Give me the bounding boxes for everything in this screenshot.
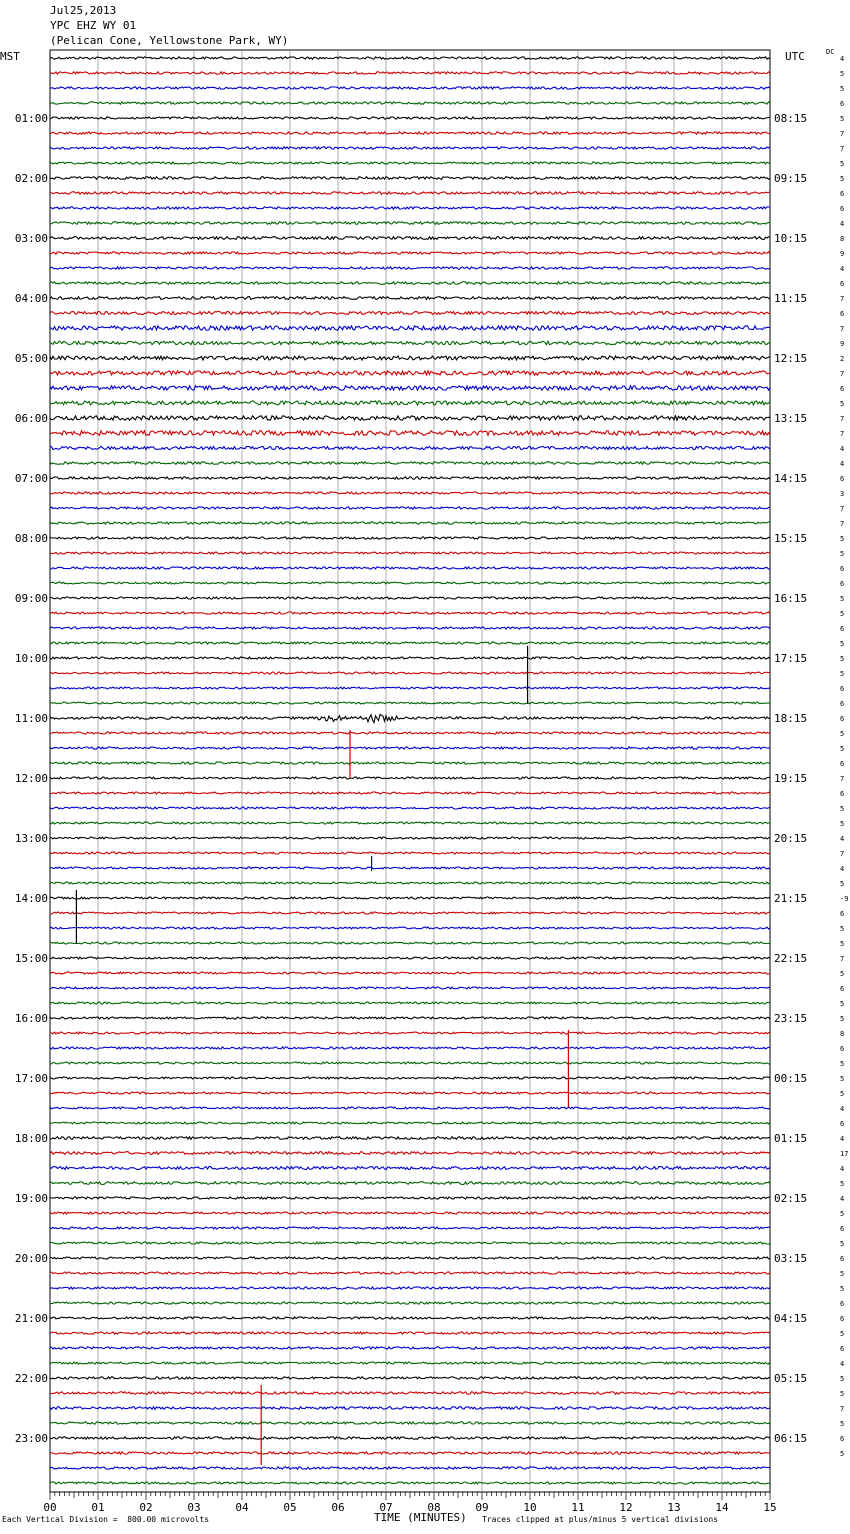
- trace-20: [50, 356, 770, 360]
- dc-offset-label: -9: [840, 895, 849, 903]
- dc-offset-label: 4: [840, 1195, 845, 1203]
- trace-45: [50, 732, 770, 734]
- trace-67: [50, 1062, 770, 1064]
- dc-offset-label: 8: [840, 235, 845, 243]
- trace-81: [50, 1272, 770, 1274]
- right-hour-label-17:15: 17:15: [774, 652, 808, 665]
- trace-37: [50, 612, 770, 614]
- trace-79: [50, 1242, 770, 1244]
- x-tick-label-05: 05: [283, 1501, 297, 1514]
- dc-offset-label: 6: [840, 475, 845, 483]
- trace-33: [50, 552, 770, 554]
- dc-offset-label: 7: [840, 370, 845, 378]
- location-label: (Pelican Cone, Yellowstone Park, WY): [50, 34, 289, 47]
- dc-offset-label: 7: [840, 520, 845, 528]
- dc-offset-label: 5: [840, 1420, 845, 1428]
- left-hour-label-20:00: 20:00: [14, 1252, 48, 1265]
- axis-labels: [15, 55, 849, 1514]
- dc-offset-label: 7: [840, 415, 845, 423]
- dc-offset-label: 7: [840, 295, 845, 303]
- dc-offset-label: 6: [840, 1345, 845, 1353]
- left-hour-label-21:00: 21:00: [14, 1312, 48, 1325]
- trace-18: [50, 326, 770, 330]
- left-hour-label-11:00: 11:00: [14, 712, 48, 725]
- trace-64: [50, 1017, 770, 1019]
- dc-offset-label: 4: [840, 1165, 845, 1173]
- station-label: YPC EHZ WY 01: [50, 19, 137, 32]
- trace-10: [50, 207, 770, 209]
- dc-offset-header: DC: [826, 48, 835, 56]
- left-hour-label-22:00: 22:00: [14, 1372, 48, 1385]
- dc-offset-label: 5: [840, 1390, 845, 1398]
- dc-offset-label: 6: [840, 685, 845, 693]
- trace-16: [50, 297, 770, 300]
- right-hour-label-20:15: 20:15: [774, 832, 808, 845]
- dc-offset-label: 7: [840, 1405, 845, 1413]
- dc-offset-label: 6: [840, 190, 845, 198]
- right-hour-label-01:15: 01:15: [774, 1132, 808, 1145]
- left-hour-label-07:00: 07:00: [14, 472, 48, 485]
- dc-offset-label: 5: [840, 535, 845, 543]
- trace-23: [50, 401, 770, 405]
- scale-note: Each Vertical Division = 800.00 microvolts: [2, 1515, 210, 1524]
- trace-11: [50, 222, 770, 225]
- trace-36: [50, 597, 770, 599]
- right-hour-label-06:15: 06:15: [774, 1432, 808, 1445]
- clip-note: Traces clipped at plus/minus 5 vertical divisions: [482, 1515, 719, 1524]
- right-hour-label-21:15: 21:15: [774, 892, 808, 905]
- trace-25: [50, 431, 770, 436]
- dc-offset-label: 5: [840, 730, 845, 738]
- trace-7: [50, 162, 770, 164]
- dc-offset-label: 5: [840, 745, 845, 753]
- trace-22: [50, 386, 770, 390]
- left-hour-label-01:00: 01:00: [14, 112, 48, 125]
- dc-offset-label: 5: [840, 640, 845, 648]
- dc-offset-label: 17: [840, 1150, 849, 1158]
- trace-71: [50, 1122, 770, 1124]
- x-tick-label-07: 07: [379, 1501, 393, 1514]
- trace-76: [50, 1197, 770, 1199]
- left-hour-label-23:00: 23:00: [14, 1432, 48, 1445]
- dc-offset-label: 5: [840, 820, 845, 828]
- trace-62: [50, 987, 770, 989]
- trace-49: [50, 792, 770, 794]
- trace-32: [50, 537, 770, 539]
- trace-87: [50, 1362, 770, 1364]
- trace-38: [50, 627, 770, 629]
- dc-offset-label: 4: [840, 1105, 845, 1113]
- trace-84: [50, 1317, 770, 1319]
- trace-34: [50, 567, 770, 569]
- seismic-traces: [50, 57, 770, 1484]
- trace-9: [50, 192, 770, 195]
- dc-offset-label: 4: [840, 835, 845, 843]
- trace-35: [50, 582, 770, 584]
- right-hour-label-19:15: 19:15: [774, 772, 808, 785]
- x-tick-label-03: 03: [187, 1501, 201, 1514]
- dc-offset-label: 5: [840, 925, 845, 933]
- right-hour-label-12:15: 12:15: [774, 352, 808, 365]
- dc-offset-label: 6: [840, 1045, 845, 1053]
- dc-offset-label: 5: [840, 1090, 845, 1098]
- trace-1: [50, 72, 770, 74]
- trace-4: [50, 117, 770, 119]
- left-hour-label-12:00: 12:00: [14, 772, 48, 785]
- left-hour-label-10:00: 10:00: [14, 652, 48, 665]
- trace-78: [50, 1227, 770, 1229]
- dc-offset-label: 5: [840, 1375, 845, 1383]
- trace-43: [50, 702, 770, 704]
- trace-88: [50, 1377, 770, 1379]
- left-hour-label-15:00: 15:00: [14, 952, 48, 965]
- trace-56: [50, 897, 770, 899]
- dc-offset-label: 5: [840, 970, 845, 978]
- dc-offset-label: 6: [840, 1225, 845, 1233]
- left-timezone-label: MST: [0, 50, 20, 63]
- dc-offset-label: 5: [840, 805, 845, 813]
- trace-94: [50, 1467, 770, 1469]
- trace-51: [50, 822, 770, 824]
- dc-offset-label: 6: [840, 565, 845, 573]
- dc-offset-label: 9: [840, 250, 845, 258]
- dc-offset-label: 7: [840, 145, 845, 153]
- trace-12: [50, 237, 770, 240]
- trace-90: [50, 1407, 770, 1410]
- left-hour-label-13:00: 13:00: [14, 832, 48, 845]
- trace-65: [50, 1032, 770, 1034]
- left-hour-label-18:00: 18:00: [14, 1132, 48, 1145]
- left-hour-label-02:00: 02:00: [14, 172, 48, 185]
- dc-offset-label: 7: [840, 430, 845, 438]
- dc-offset-label: 5: [840, 1240, 845, 1248]
- dc-offset-label: 5: [840, 1075, 845, 1083]
- dc-offset-label: 3: [840, 490, 845, 498]
- left-hour-label-04:00: 04:00: [14, 292, 48, 305]
- right-timezone-label: UTC: [785, 50, 805, 63]
- dc-offset-label: 6: [840, 310, 845, 318]
- trace-75: [50, 1182, 770, 1185]
- trace-50: [50, 807, 770, 809]
- x-tick-label-12: 12: [619, 1501, 633, 1514]
- trace-39: [50, 642, 770, 644]
- trace-72: [50, 1137, 770, 1140]
- trace-61: [50, 972, 770, 974]
- trace-29: [50, 492, 770, 494]
- x-axis-title: TIME (MINUTES): [374, 1511, 467, 1524]
- trace-77: [50, 1212, 770, 1214]
- dc-offset-label: 6: [840, 1120, 845, 1128]
- dc-offset-label: 5: [840, 1285, 845, 1293]
- trace-41: [50, 672, 770, 674]
- x-tick-label-01: 01: [91, 1501, 105, 1514]
- trace-95: [50, 1482, 770, 1484]
- trace-63: [50, 1002, 770, 1004]
- trace-70: [50, 1107, 770, 1109]
- trace-55: [50, 882, 770, 884]
- trace-31: [50, 522, 770, 524]
- dc-offset-label: 4: [840, 55, 845, 63]
- x-tick-label-06: 06: [331, 1501, 345, 1514]
- trace-48: [50, 777, 770, 779]
- dc-offset-label: 4: [840, 1135, 845, 1143]
- dc-offset-label: 4: [840, 445, 845, 453]
- trace-8: [50, 177, 770, 180]
- dc-offset-label: 7: [840, 955, 845, 963]
- right-hour-label-05:15: 05:15: [774, 1372, 808, 1385]
- trace-42: [50, 687, 770, 689]
- dc-offset-label: 8: [840, 1030, 845, 1038]
- trace-80: [50, 1257, 770, 1259]
- dc-offset-label: 7: [840, 850, 845, 858]
- x-tick-label-14: 14: [715, 1501, 729, 1514]
- right-hour-label-16:15: 16:15: [774, 592, 808, 605]
- dc-offset-label: 5: [840, 610, 845, 618]
- dc-offset-label: 6: [840, 700, 845, 708]
- dc-offset-label: 6: [840, 790, 845, 798]
- dc-offset-label: 6: [840, 205, 845, 213]
- dc-offset-label: 4: [840, 1360, 845, 1368]
- left-hour-label-09:00: 09:00: [14, 592, 48, 605]
- x-tick-label-13: 13: [667, 1501, 681, 1514]
- trace-53: [50, 852, 770, 854]
- trace-68: [50, 1077, 770, 1079]
- right-hour-label-00:15: 00:15: [774, 1072, 808, 1085]
- dc-offset-label: 5: [840, 160, 845, 168]
- left-hour-label-08:00: 08:00: [14, 532, 48, 545]
- dc-offset-label: 4: [840, 220, 845, 228]
- dc-offset-label: 5: [840, 400, 845, 408]
- trace-14: [50, 267, 770, 269]
- right-hour-label-13:15: 13:15: [774, 412, 808, 425]
- left-hour-label-03:00: 03:00: [14, 232, 48, 245]
- trace-54: [50, 867, 770, 869]
- trace-69: [50, 1092, 770, 1094]
- dc-offset-label: 6: [840, 1435, 845, 1443]
- dc-offset-label: 6: [840, 1300, 845, 1308]
- right-hour-label-09:15: 09:15: [774, 172, 808, 185]
- trace-91: [50, 1422, 770, 1424]
- trace-13: [50, 252, 770, 254]
- right-hour-label-15:15: 15:15: [774, 532, 808, 545]
- trace-82: [50, 1287, 770, 1289]
- dc-offset-label: 5: [840, 940, 845, 948]
- x-tick-label-15: 15: [763, 1501, 777, 1514]
- trace-30: [50, 507, 770, 509]
- dc-offset-label: 5: [840, 1000, 845, 1008]
- dc-offset-label: 6: [840, 715, 845, 723]
- dc-offset-label: 2: [840, 355, 845, 363]
- left-hour-label-05:00: 05:00: [14, 352, 48, 365]
- left-hour-label-19:00: 19:00: [14, 1192, 48, 1205]
- trace-19: [50, 341, 770, 344]
- trace-52: [50, 837, 770, 839]
- dc-offset-label: 9: [840, 340, 845, 348]
- dc-offset-label: 5: [840, 670, 845, 678]
- trace-0: [50, 57, 770, 59]
- right-hour-label-22:15: 22:15: [774, 952, 808, 965]
- x-tick-label-09: 09: [475, 1501, 489, 1514]
- dc-offset-label: 5: [840, 115, 845, 123]
- dc-offset-label: 7: [840, 775, 845, 783]
- trace-5: [50, 132, 770, 134]
- dc-offset-label: 6: [840, 910, 845, 918]
- trace-83: [50, 1302, 770, 1304]
- trace-15: [50, 282, 770, 285]
- right-hour-label-18:15: 18:15: [774, 712, 808, 725]
- right-hour-label-02:15: 02:15: [774, 1192, 808, 1205]
- dc-offset-label: 5: [840, 1450, 845, 1458]
- dc-offset-label: 4: [840, 460, 845, 468]
- trace-24: [50, 416, 770, 420]
- trace-92: [50, 1437, 770, 1439]
- right-hour-label-14:15: 14:15: [774, 472, 808, 485]
- trace-26: [50, 446, 770, 449]
- right-hour-label-23:15: 23:15: [774, 1012, 808, 1025]
- dc-offset-label: 4: [840, 265, 845, 273]
- trace-3: [50, 102, 770, 104]
- right-hour-label-11:15: 11:15: [774, 292, 808, 305]
- trace-89: [50, 1392, 770, 1395]
- trace-28: [50, 477, 770, 479]
- dc-offset-label: 4: [840, 865, 845, 873]
- trace-93: [50, 1452, 770, 1454]
- right-hour-label-08:15: 08:15: [774, 112, 808, 125]
- dc-offset-label: 5: [840, 655, 845, 663]
- dc-offset-label: 5: [840, 85, 845, 93]
- trace-47: [50, 762, 770, 764]
- x-tick-label-11: 11: [571, 1501, 585, 1514]
- dc-offset-label: 5: [840, 175, 845, 183]
- dc-offset-label: 6: [840, 580, 845, 588]
- dc-offset-label: 6: [840, 1315, 845, 1323]
- trace-85: [50, 1332, 770, 1334]
- dc-offset-label: 6: [840, 385, 845, 393]
- dc-offset-label: 5: [840, 880, 845, 888]
- trace-74: [50, 1167, 770, 1170]
- dc-offset-label: 5: [840, 1210, 845, 1218]
- trace-46: [50, 747, 770, 749]
- trace-21: [50, 371, 770, 375]
- dc-offset-label: 6: [840, 760, 845, 768]
- dc-offset-label: 5: [840, 1180, 845, 1188]
- dc-offset-label: 6: [840, 625, 845, 633]
- x-tick-label-08: 08: [427, 1501, 441, 1514]
- dc-offset-label: 7: [840, 130, 845, 138]
- dc-offset-label: 5: [840, 70, 845, 78]
- dc-offset-label: 5: [840, 1270, 845, 1278]
- dc-offset-label: 5: [840, 1330, 845, 1338]
- trace-59: [50, 942, 770, 944]
- trace-2: [50, 87, 770, 89]
- left-hour-label-14:00: 14:00: [14, 892, 48, 905]
- dc-offset-label: 5: [840, 595, 845, 603]
- dc-offset-label: 5: [840, 1060, 845, 1068]
- x-tick-label-04: 04: [235, 1501, 249, 1514]
- dc-offset-label: 6: [840, 985, 845, 993]
- right-hour-label-04:15: 04:15: [774, 1312, 808, 1325]
- trace-66: [50, 1047, 770, 1049]
- x-tick-label-02: 02: [139, 1501, 153, 1514]
- dc-offset-label: 5: [840, 550, 845, 558]
- dc-offset-label: 7: [840, 325, 845, 333]
- x-tick-label-10: 10: [523, 1501, 537, 1514]
- left-hour-label-06:00: 06:00: [14, 412, 48, 425]
- right-hour-label-03:15: 03:15: [774, 1252, 808, 1265]
- trace-58: [50, 927, 770, 929]
- dc-offset-label: 6: [840, 100, 845, 108]
- left-hour-label-17:00: 17:00: [14, 1072, 48, 1085]
- trace-40: [50, 657, 770, 659]
- dc-offset-label: 6: [840, 280, 845, 288]
- trace-57: [50, 912, 770, 914]
- right-hour-label-10:15: 10:15: [774, 232, 808, 245]
- x-tick-label-00: 00: [43, 1501, 57, 1514]
- trace-60: [50, 957, 770, 959]
- dc-offset-label: 6: [840, 1255, 845, 1263]
- trace-17: [50, 312, 770, 315]
- left-hour-label-16:00: 16:00: [14, 1012, 48, 1025]
- trace-27: [50, 462, 770, 465]
- plot-date: Jul25,2013: [50, 4, 117, 17]
- dc-offset-label: 7: [840, 505, 845, 513]
- dc-offset-label: 5: [840, 1015, 845, 1023]
- trace-44: [50, 714, 770, 722]
- trace-6: [50, 147, 770, 149]
- trace-86: [50, 1347, 770, 1349]
- trace-73: [50, 1152, 770, 1155]
